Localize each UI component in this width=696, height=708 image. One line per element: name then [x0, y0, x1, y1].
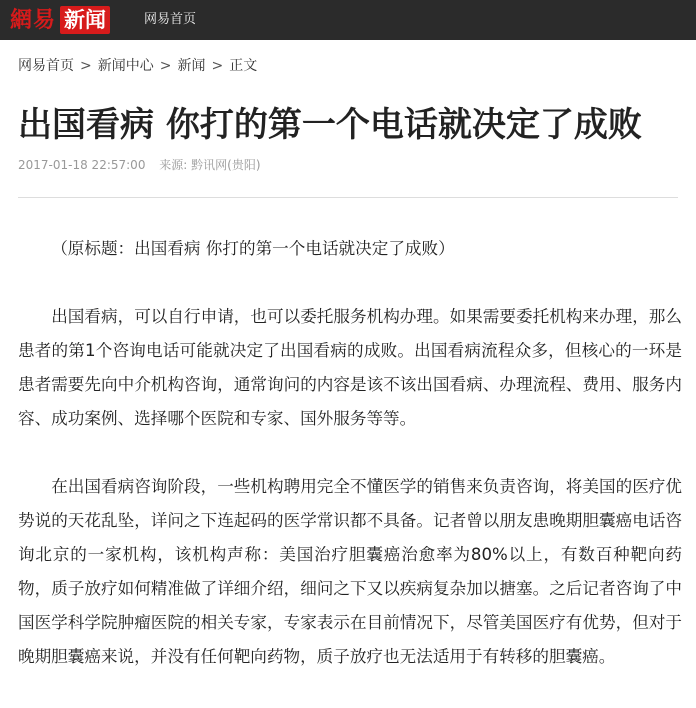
top-home-link[interactable]: 网易首页: [144, 12, 197, 27]
breadcrumb-item-current: 正文: [229, 58, 258, 74]
breadcrumb-item-home[interactable]: 网易首页: [18, 58, 74, 74]
logo-news-badge: 新闻: [60, 6, 110, 34]
article-title: 出国看病 你打的第一个电话就决定了成败: [18, 105, 642, 145]
article-paragraph-original-title: （原标题：出国看病 你打的第一个电话就决定了成败）: [51, 239, 455, 258]
breadcrumb: [18, 56, 257, 76]
breadcrumb-separator: >: [159, 58, 172, 74]
article-paragraph: 出国看病，可以自行申请，也可以委托服务机构办理。如果需要委托机构来办理，那么患者的第1个咨询电话可能就决定了出国看病的成败。出国看病流程众多，但核心的一环是患者需要先向中介机构咨询，通常询问的内容是该不该出国看病、办理流程、费用、服务内容、成功案例、选择哪个医院和专家、国外服务等等。: [18, 307, 682, 428]
breadcrumb-separator: >: [80, 58, 92, 74]
breadcrumb-item-news[interactable]: 新闻: [177, 58, 206, 74]
article-source[interactable]: 来源: 黔讯网(贵阳): [159, 158, 261, 172]
header-divider: [18, 197, 678, 198]
top-navigation-bar: [0, 0, 696, 40]
article-paragraph: 在出国看病咨询阶段，一些机构聘用完全不懂医学的销售来负责咨询，将美国的医疗优势说的天花乱坠，详问之下连起码的医学常识都不具备。记者曾以朋友患晚期胆囊癌电话咨询北京的一家机构，该机构声称：美国治疗胆囊癌治愈率为80%以上，有数百种靶向药物，质子放疗如何精准做了详细介绍，细问之下又以疾病复杂加以搪塞。之后记者咨询了中国医学科学院肿瘤医院的相关专家，专家表示在目前情况下，尽管美国医疗有优势，但对于晚期胆囊癌来说，并没有任何靶向药物，质子放疗也无法适用于有转移的胆囊癌。: [18, 477, 682, 666]
breadcrumb-separator: >: [211, 58, 224, 74]
article-datetime: 2017-01-18 22:57:00: [18, 158, 146, 172]
logo-brand-text: 網易: [10, 7, 57, 33]
article-meta: [18, 156, 261, 174]
breadcrumb-item-news-center[interactable]: 新闻中心: [97, 58, 154, 74]
article-body: [18, 232, 682, 708]
netease-news-logo[interactable]: [10, 6, 110, 34]
